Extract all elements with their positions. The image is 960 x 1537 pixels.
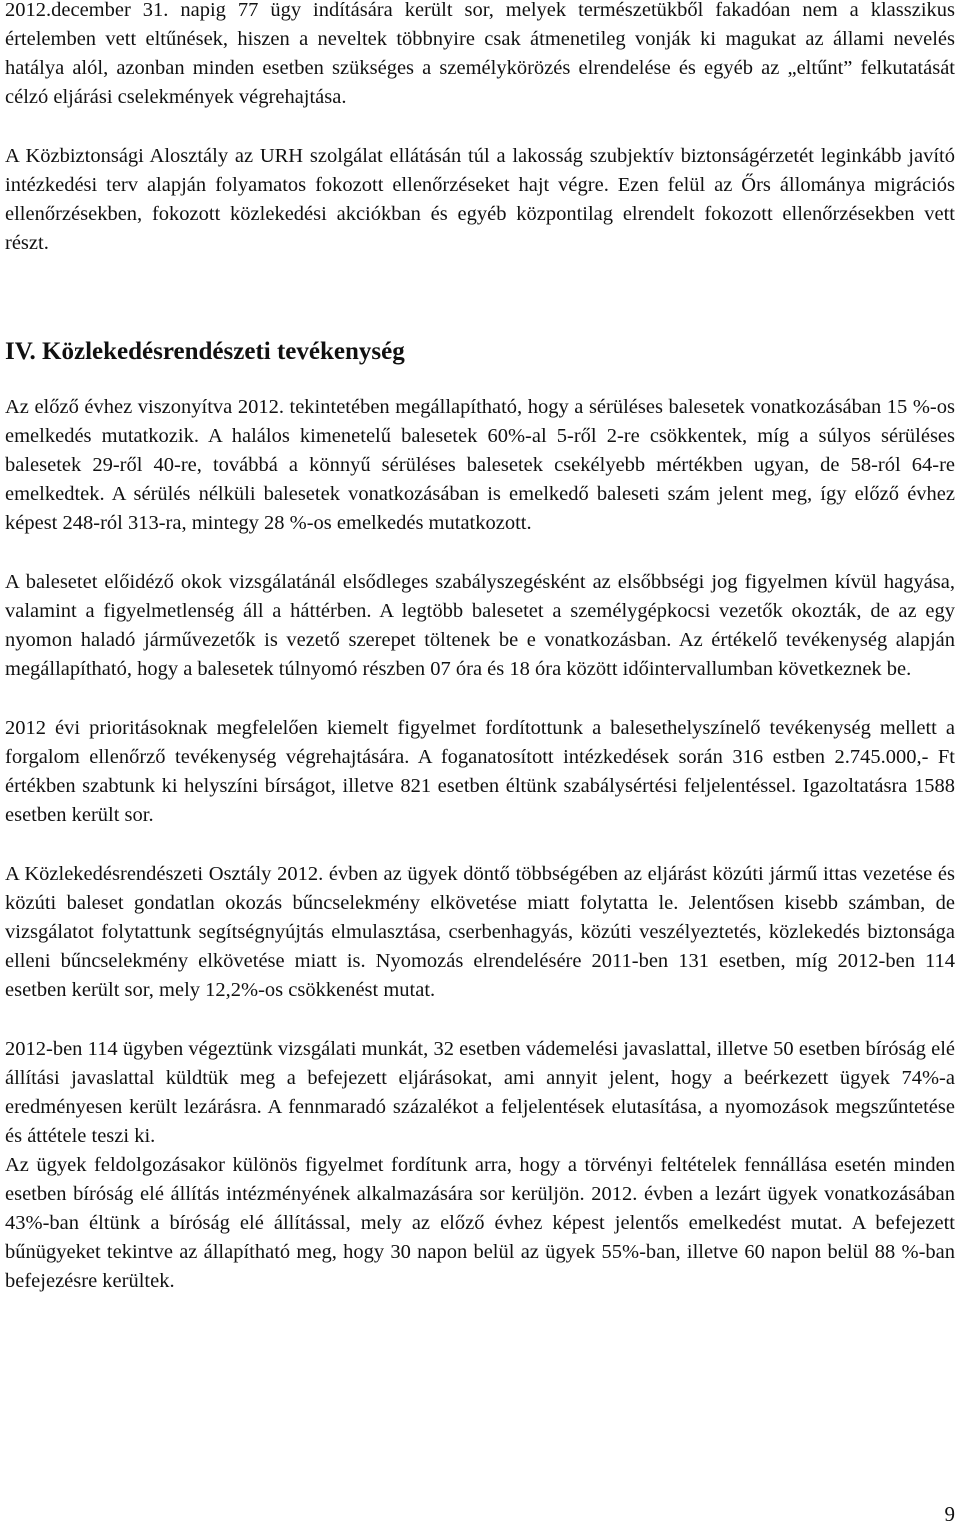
document-page <box>5 0 955 1296</box>
paragraph-traffic-department: A Közlekedésrendészeti Osztály 2012. évben az ügyek döntő többségében az eljárást közúti jármű ittas vezetése és közúti baleset gondatlan okozás bűncselekmény elkövetése miatt folytatta le. Jelentősen kisebb számban, de vizsgálatot folytattunk segítségnyújtás elmulasztása, cserbenhagyás, közúti veszélyeztetés, közlekedés biztonsága elleni bűncselekmény elkövetése miatt is. Nyomozás elrendelésére 2011-ben 131 esetben, míg 2012-ben 114 esetben került sor, mely 12,2%-os csökkenést mutat. <box>5 863 955 1001</box>
paragraph-missing-persons: 2012.december 31. napig 77 ügy indítására került sor, melyek természetükből fakadóan nem a klasszikus értelemben vett eltűnések, hiszen a neveltek többnyire csak átmenetileg vonják ki magukat az állami nevelés hatálya alól, azonban minden esetben szükséges a személykörözés elrendelése és egyéb az „eltűnt” felkutatását célzó eljárási cselekmények végrehajtása. <box>5 0 955 108</box>
paragraph-accident-statistics: Az előző évhez viszonyítva 2012. tekintetében megállapítható, hogy a sérüléses balesetek vonatkozásában 15 %-os emelkedés mutatkozik. A halálos kimenetelű balesetek 60%-al 5-ről 2-re csökkentek, míg a súlyos sérüléses balesetek 29-ről 40-re, továbbá a könnyű sérüléses balesetek csekélyebb mértékben ugyan, de 58-ról 64-re emelkedtek. A sérülés nélküli balesetek vonatkozásában is emelkedő baleseti szám jelent meg, így előző évhez képest 248-ról 313-ra, mintegy 28 %-os emelkedés mutatkozott. <box>5 396 955 534</box>
paragraph-accident-causes: A balesetet előidéző okok vizsgálatánál elsődleges szabályszegésként az elsőbbségi jog figyelmen kívül hagyása, valamint a figyelmetlenség áll a háttérben. A legtöbb balesetet a személygépkocsi vezetők okozták, de az egy nyomon haladó járművezetők is vezető szerepet töltenek be e vonatkozásban. Az értékelő tevékenység alapján megállapítható, hogy a balesetek túlnyomó részben 07 óra és 18 óra között időintervallumban következnek be. <box>5 571 955 680</box>
paragraph-case-processing: Az ügyek feldolgozásakor különös figyelmet fordítunk arra, hogy a törvényi feltételek fennállása esetén minden esetben bíróság elé állítás intézményének alkalmazására sor kerüljön. 2012. évben a lezárt ügyek vonatkozásában 43%-ban éltünk a bíróság elé állítással, mely az előző évhez képest jelentős emelkedést mutat. A befejezett bűnügyeket tekintve az állapítható meg, hogy 30 napon belül az ügyek 55%-ban, illetve 60 napon belül 88 %-ban befejezésre kerültek. <box>5 1154 955 1292</box>
page-number: 9 <box>944 1502 955 1526</box>
paragraph-priorities: 2012 évi prioritásoknak megfelelően kiemelt figyelmet fordítottunk a balesethelyszínelő tevékenység mellett a forgalom ellenőrző tevékenység végrehajtására. A foganatosított intézkedések során 316 estben 2.745.000,- Ft értékben szabtunk ki helyszíni bírságot, illetve 821 esetben éltünk szabálysértési feljelentéssel. Igazoltatásra 1588 esetben került sor. <box>5 717 955 826</box>
paragraph-public-safety: A Közbiztonsági Alosztály az URH szolgálat ellátásán túl a lakosság szubjektív biztonságérzetét leginkább javító intézkedési terv alapján folyamatos fokozott ellenőrzéseket hajt végre. Ezen felül az Őrs állománya migrációs ellenőrzésekben, fokozott közlekedési akciókban és egyéb központilag elrendelt fokozott ellenőrzésekben vett részt. <box>5 145 955 254</box>
section-heading: IV. Közlekedésrendészeti tevékenység <box>5 338 405 365</box>
paragraph-investigations: 2012-ben 114 ügyben végeztünk vizsgálati munkát, 32 esetben vádemelési javaslattal, illetve 50 esetben bíróság elé állítási javaslattal küldtük meg a befejezett eljárásokat, ami annyit jelent, hogy a beérkezett ügyek 74%-a eredményesen került lezárásra. A fennmaradó százalékot a feljelentések elutasítása, a nyomozások megszűntetése és áttétele teszi ki. <box>5 1038 955 1147</box>
